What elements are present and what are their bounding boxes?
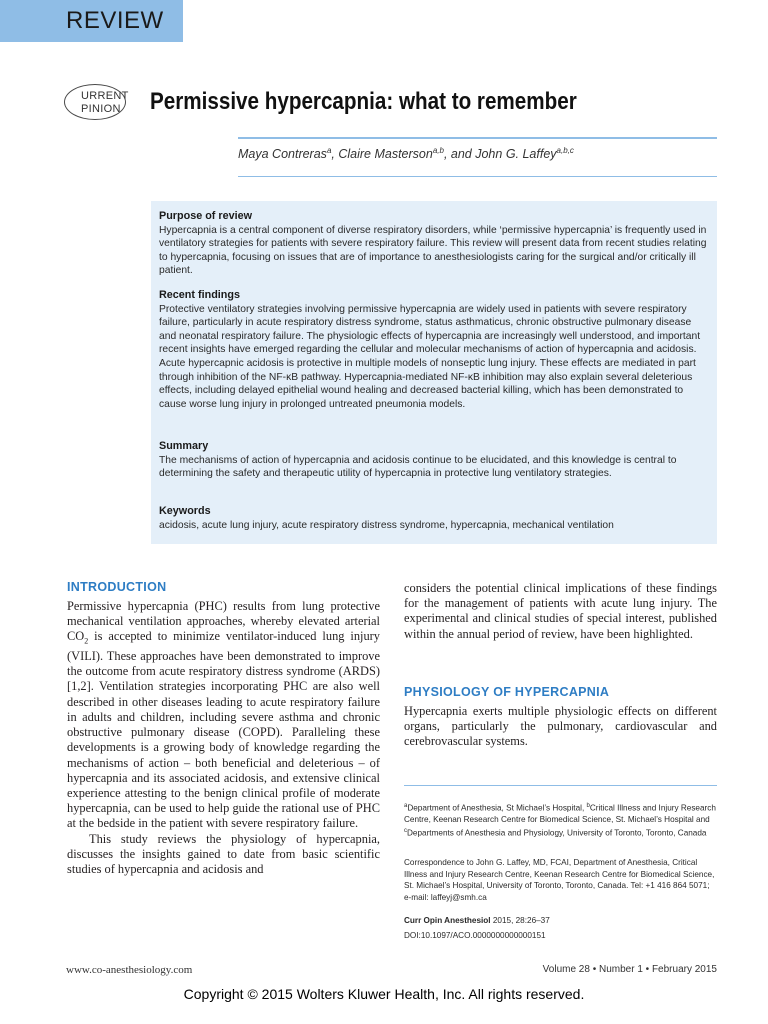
affiliation-text: Critical Illness and Injury Research Centre, Keenan Research Centre for Biomedical Science, St. Michael’s Hospital and (404, 803, 716, 825)
copyright-notice: Copyright © 2015 Wolters Kluwer Health, Inc. All rights reserved. (183, 986, 585, 1002)
subscript: 2 (84, 636, 89, 646)
current-opinion-logo (64, 84, 130, 122)
affiliation-text: Departments of Anesthesia and Physiology, University of Toronto, Toronto, Canada (407, 828, 707, 838)
affiliation-text: Department of Anesthesia, St Michael’s Hospital, (407, 803, 587, 813)
affiliations-footnote (404, 801, 717, 839)
abstract-heading: Recent findings (159, 289, 240, 301)
correspondence-footnote: Correspondence to John G. Laffey, MD, FCAI, Department of Anesthesia, Critical Illness and Injury Research Centre, Keenan Research Centre for Biomedical Science, St. Michael’s Hospital, University of Toronto, Toronto, Canada. Tel: +1 416 864 5071; e-mail: laffeyj@smh.ca (404, 858, 715, 902)
body-paragraph (67, 599, 380, 832)
journal-website: www.co-anesthesiology.com (66, 964, 193, 976)
logo-text-top: URRENT (81, 90, 129, 102)
abstract-heading: Purpose of review (159, 210, 253, 222)
author-name: Maya Contreras (238, 147, 327, 162)
right-column-text (404, 581, 717, 642)
affiliation-mark: a (404, 803, 408, 809)
abstract-text: acidosis, acute lung injury, acute respiratory distress syndrome, hypercapnia, mechanical ventilation (159, 519, 614, 531)
body-paragraph: Hypercapnia exerts multiple physiologic effects on different organs, particularly the pulmonary, cardiovascular and cerebrovascular systems. (404, 704, 717, 749)
abstract-box (151, 201, 717, 544)
logo-text-bottom: PINION (81, 103, 121, 115)
author-affiliation: a (326, 146, 332, 155)
introduction-heading: INTRODUCTION (67, 580, 167, 594)
physiology-heading: PHYSIOLOGY OF HYPERCAPNIA (404, 685, 610, 699)
body-text: is accepted to minimize ventilator-induced lung injury (VILI). These approaches have been demonstrated to improve the outcome from acute respiratory distress syndrome (ARDS) [1,2]. Ventilation strategies incorporating PHC are also well described in other diseases leading to acute respiratory failure in adults and children, including severe asthma and chronic obstructive pulmonary disease (COPD). Paralleling these developments is a growing body of knowledge regarding the mechanisms of action – both beneficial and deleterious – of hypercapnia and its associated acidosis, and extensive clinical experience attesting to the benign clinical profile of moderate hypercapnia, can be used to help guide the rational use of PHC at the bedside in the patient with severe respiratory failure. (67, 629, 380, 831)
section-tag: REVIEW (0, 0, 183, 42)
abstract-purpose (159, 210, 707, 278)
citation-footnote (404, 915, 717, 927)
abstract-summary (159, 440, 707, 481)
abstract-keywords (159, 505, 707, 532)
author-affiliation: a,b,c (556, 146, 574, 155)
abstract-heading: Summary (159, 440, 209, 452)
introduction-column (67, 599, 380, 877)
abstract-text: The mechanisms of action of hypercapnia and acidosis continue to be elucidated, and this knowledge is central to determining the safety and therapeutic utility of hypercapnia in protective lung ventilatory strategies. (159, 454, 677, 480)
authors-divider (238, 176, 717, 177)
abstract-text: Protective ventilatory strategies involving permissive hypercapnia are widely used in patients with severe respiratory failure, particularly in acute respiratory distress syndrome, status asthmaticus, chronic obstructive pulmonary disease and neonatal respiratory failure. The physiologic effects of hypercapnia are increasingly well understood, and important recent insights have emerged regarding the cellular and molecular mechanisms of action of hypercapnia and acidosis. Acute hypercapnic acidosis is protective in multiple models of nonseptic lung injury. These effects are mediated in part through inhibition of the NF-κB pathway. Hypercapnia-mediated NF-κB inhibition may also explain several deleterious effects, including delayed epithelial wound healing and decreased bacterial killing, which has been demonstrated to cause worse lung injury in prolonged untreated pneumonia models. (159, 303, 701, 410)
abstract-text: Hypercapnia is a central component of diverse respiratory disorders, while ‘permissive hypercapnia’ is frequently used in ventilatory strategies for patients with severe respiratory failure. This review will present data from recent studies relating to hypercapnia, focusing on issues that are of importance to anesthesiologists caring for the surgical and/or critically ill patient. (159, 224, 707, 277)
abstract-findings (159, 289, 707, 411)
issue-info: Volume 28 • Number 1 • February 2015 (542, 964, 717, 975)
title-divider (238, 137, 717, 139)
author-list: Maya Contreras$^a$, Claire Masterson$^{a,b}$, and John G. Laffey$^{a,b,c}$ (238, 146, 574, 162)
author-affiliation: a,b (432, 146, 444, 155)
abstract-heading: Keywords (159, 505, 211, 517)
body-text: Permissive hypercapnia (PHC) results from lung protective mechanical ventilation approaches, whereby elevated arterial CO (67, 599, 380, 644)
body-paragraph: considers the potential clinical implications of these findings for the management of patients with acute lung injury. The experimental and clinical studies of special interest, published within the annual period of review, have been highlighted. (404, 581, 717, 641)
physiology-text (404, 704, 717, 750)
footnote-divider (404, 785, 717, 786)
author-name: Claire Masterson (338, 147, 433, 162)
doi-footnote: DOI:10.1097/ACO.0000000000000151 (404, 931, 546, 940)
body-paragraph: This study reviews the physiology of hypercapnia, discusses the insights gained to date from basic scientific studies of hypercapnia and acidosis and (67, 831, 380, 876)
article-title: Permissive hypercapnia: what to remember (150, 88, 577, 115)
affiliation-mark: b (586, 803, 590, 809)
affiliation-mark: c (404, 827, 407, 834)
author-name: John G. Laffey (475, 147, 557, 162)
citation-text: 2015, 28:26–37 (490, 916, 550, 925)
journal-name: Curr Opin Anesthesiol (404, 916, 491, 925)
